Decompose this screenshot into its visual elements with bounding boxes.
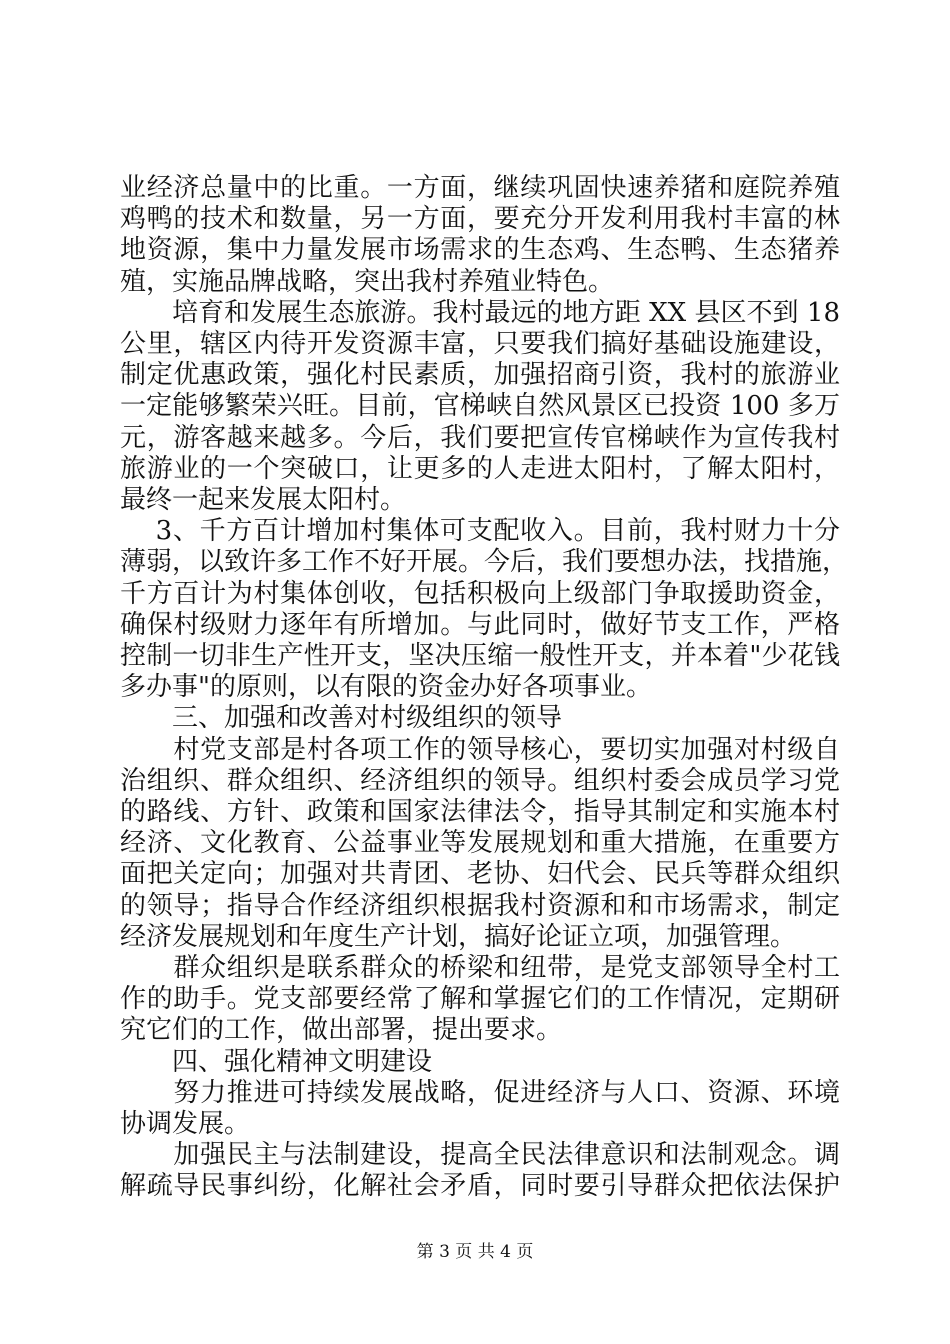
text-line: 确保村级财力逐年有所增加。与此同时，做好节支工作，严格 (120, 610, 840, 640)
text-line: 的领导；指导合作经济组织根据我村资源和和市场需求，制定 (120, 891, 840, 921)
text-line: 解疏导民事纠纷，化解社会矛盾，同时要引导群众把依法保护 (120, 1171, 840, 1201)
text-line: 经济、文化教育、公益事业等发展规划和重大措施，在重要方 (120, 828, 840, 858)
text-line: 3、千方百计增加村集体可支配收入。目前，我村财力十分 (120, 516, 840, 546)
text-line: 面把关定向；加强对共青团、老协、妇代会、民兵等群众组织 (120, 859, 840, 889)
text-line: 元，游客越来越多。今后，我们要把宣传官梯峡作为宣传我村 (120, 423, 840, 453)
text-line: 村党支部是村各项工作的领导核心，要切实加强对村级自 (120, 735, 840, 765)
text-line: 旅游业的一个突破口，让更多的人走进太阳村，了解太阳村， (120, 454, 840, 484)
text-line: 多办事"的原则，以有限的资金办好各项事业。 (120, 672, 652, 702)
text-line: 治组织、群众组织、经济组织的领导。组织村委会成员学习党 (120, 766, 840, 796)
text-line: 制定优惠政策，强化村民素质，加强招商引资，我村的旅游业 (120, 360, 840, 390)
text-line: 协调发展。 (120, 1109, 251, 1139)
text-line: 千方百计为村集体创收，包括积极向上级部门争取援助资金， (120, 579, 840, 609)
text-line: 控制一切非生产性开支，坚决压缩一般性开支，并本着"少花钱 (120, 641, 840, 671)
text-line: 地资源，集中力量发展市场需求的生态鸡、生态鸭、生态猪养 (120, 235, 840, 265)
text-line: 努力推进可持续发展战略，促进经济与人口、资源、环境 (120, 1078, 840, 1108)
page-number-footer: 第 3 页 共 4 页 (416, 1242, 534, 1262)
text-line: 一定能够繁荣兴旺。目前，官梯峡自然风景区已投资 100 多万 (120, 391, 840, 421)
text-line: 经济发展规划和年度生产计划，搞好论证立项，加强管理。 (120, 922, 797, 952)
text-line: 培育和发展生态旅游。我村最远的地方距 XX 县区不到 18 (120, 298, 840, 328)
section-heading: 三、加强和改善对村级组织的领导 (120, 703, 563, 733)
text-line: 业经济总量中的比重。一方面，继续巩固快速养猪和庭院养殖 (120, 173, 840, 203)
text-line: 公里，辖区内待开发资源丰富，只要我们搞好基础设施建设， (120, 329, 840, 359)
text-line: 群众组织是联系群众的桥梁和纽带，是党支部领导全村工 (120, 953, 840, 983)
text-line: 究它们的工作，做出部署，提出要求。 (120, 1015, 563, 1045)
text-line: 殖，实施品牌战略，突出我村养殖业特色。 (120, 267, 615, 297)
text-line: 最终一起来发展太阳村。 (120, 485, 407, 515)
text-line: 薄弱，以致许多工作不好开展。今后，我们要想办法，找措施， (120, 547, 849, 577)
section-heading: 四、强化精神文明建设 (120, 1047, 433, 1077)
text-line: 的路线、方针、政策和国家法律法令，指导其制定和实施本村 (120, 797, 840, 827)
text-line: 加强民主与法制建设，提高全民法律意识和法制观念。调 (120, 1140, 840, 1170)
text-line: 作的助手。党支部要经常了解和掌握它们的工作情况，定期研 (120, 984, 840, 1014)
text-line: 鸡鸭的技术和数量，另一方面，要充分开发利用我村丰富的林 (120, 204, 840, 234)
